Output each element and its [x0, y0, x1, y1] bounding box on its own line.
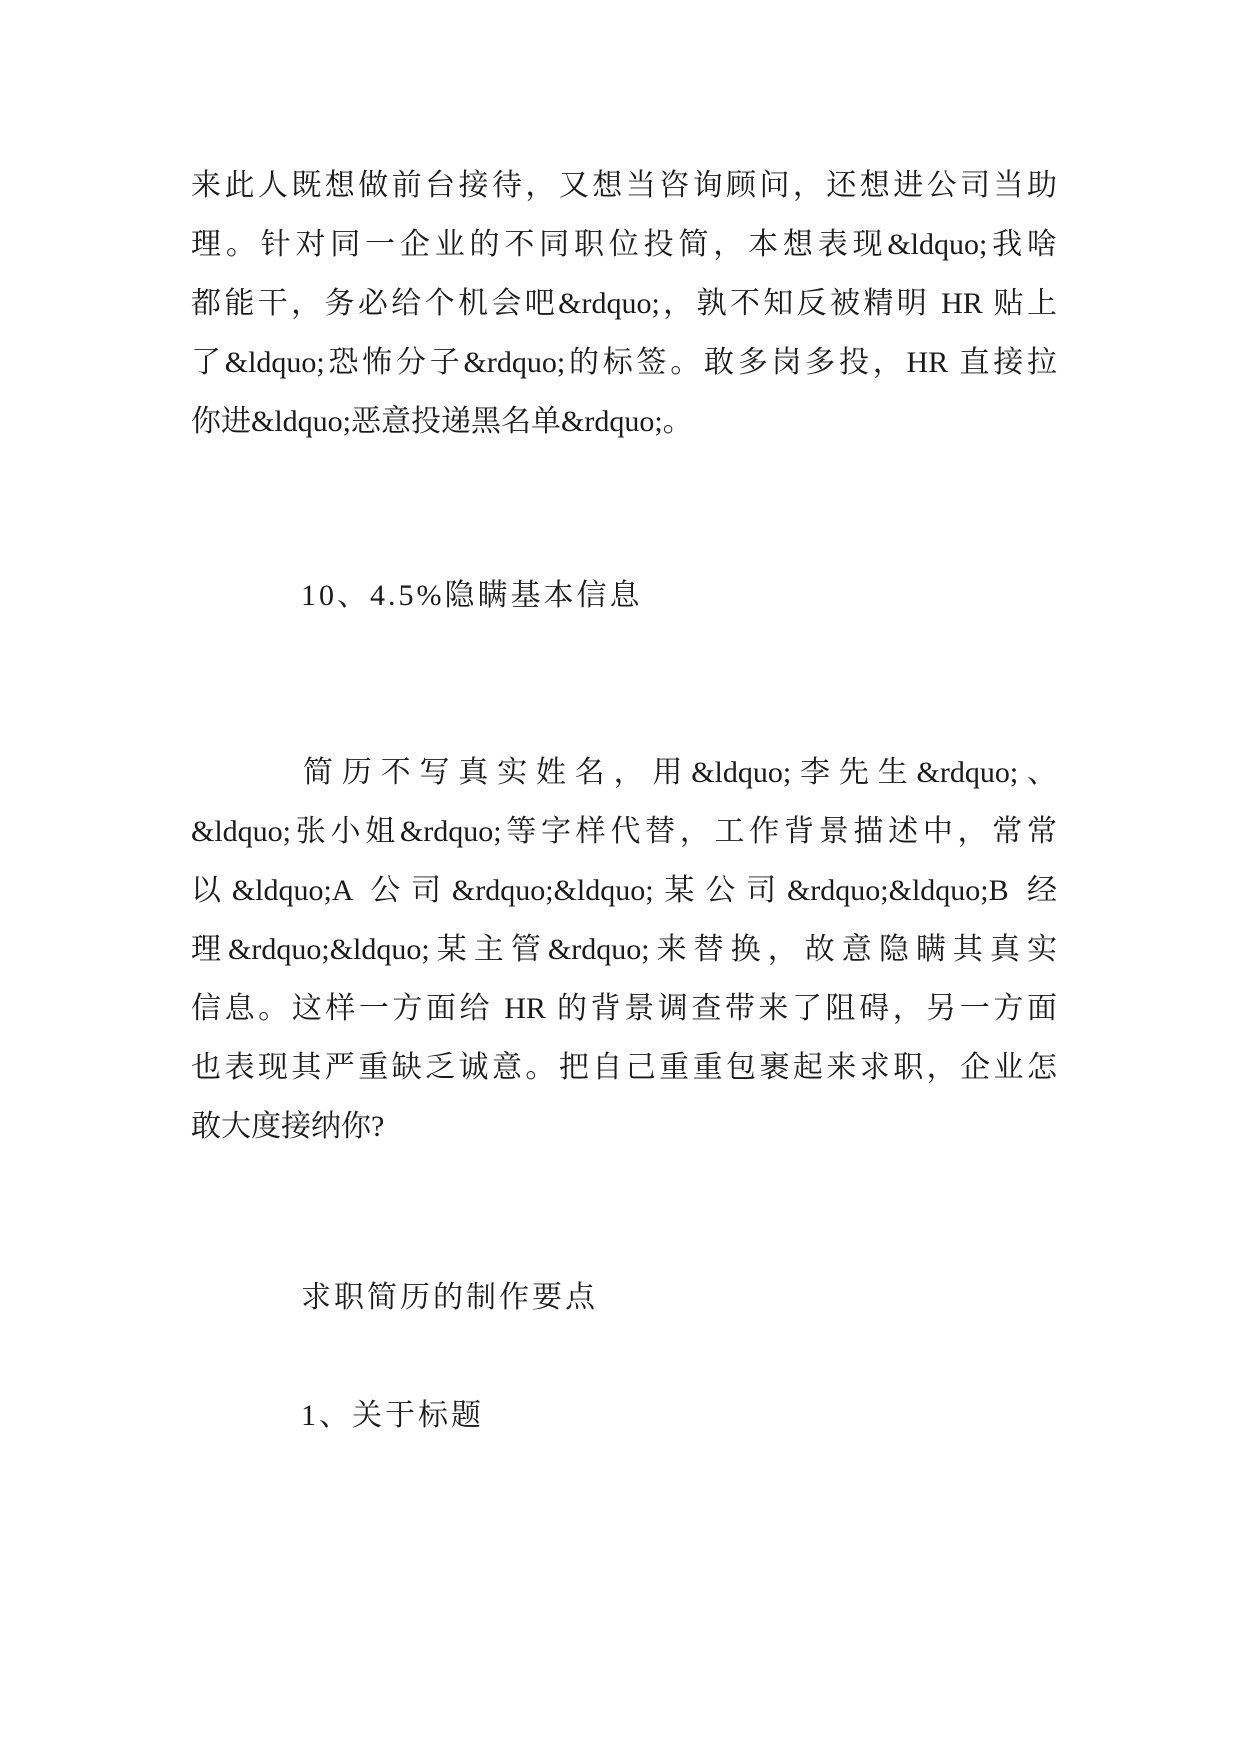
section-heading-resume-tips: 求职简历的制作要点	[301, 1281, 598, 1314]
paragraph-line: 来此人既想做前台接待，又想当咨询顾问，还想进公司当助	[191, 169, 1057, 202]
paragraph-line: 了&ldquo;恐怖分子&rdquo;的标签。敢多岗多投，HR 直接拉	[191, 346, 1057, 379]
paragraph-continuation	[191, 156, 1057, 451]
section-heading-hide-info: 10、4.5%隐瞒基本信息	[301, 579, 643, 612]
paragraph-line: 也表现其严重缺乏诚意。把自己重重包裹起来求职，企业怎	[191, 1051, 1057, 1084]
subsection-heading-title: 1、关于标题	[301, 1399, 484, 1432]
paragraph-line: 理&rdquo;&ldquo;某主管&rdquo;来替换，故意隐瞒其真实	[191, 933, 1057, 966]
paragraph-line: 信息。这样一方面给 HR 的背景调查带来了阻碍，另一方面	[191, 992, 1057, 1025]
paragraph-line: 你进&ldquo;恶意投递黑名单&rdquo;。	[191, 405, 693, 438]
paragraph-line: 理。针对同一企业的不同职位投简，本想表现&ldquo;我啥	[191, 228, 1057, 261]
paragraph-hide-info	[191, 743, 1057, 1156]
paragraph-line: 敢大度接纳你?	[191, 1110, 385, 1143]
paragraph-line: 以&ldquo;A 公司&rdquo;&ldquo;某公司&rdquo;&ldquo;B 经	[191, 874, 1057, 907]
paragraph-line: &ldquo;张小姐&rdquo;等字样代替，工作背景描述中，常常	[191, 815, 1057, 848]
paragraph-line: 简历不写真实姓名，用&ldquo;李先生&rdquo;、	[303, 756, 1057, 789]
paragraph-line: 都能干，务必给个机会吧&rdquo;，孰不知反被精明 HR 贴上	[191, 287, 1057, 320]
